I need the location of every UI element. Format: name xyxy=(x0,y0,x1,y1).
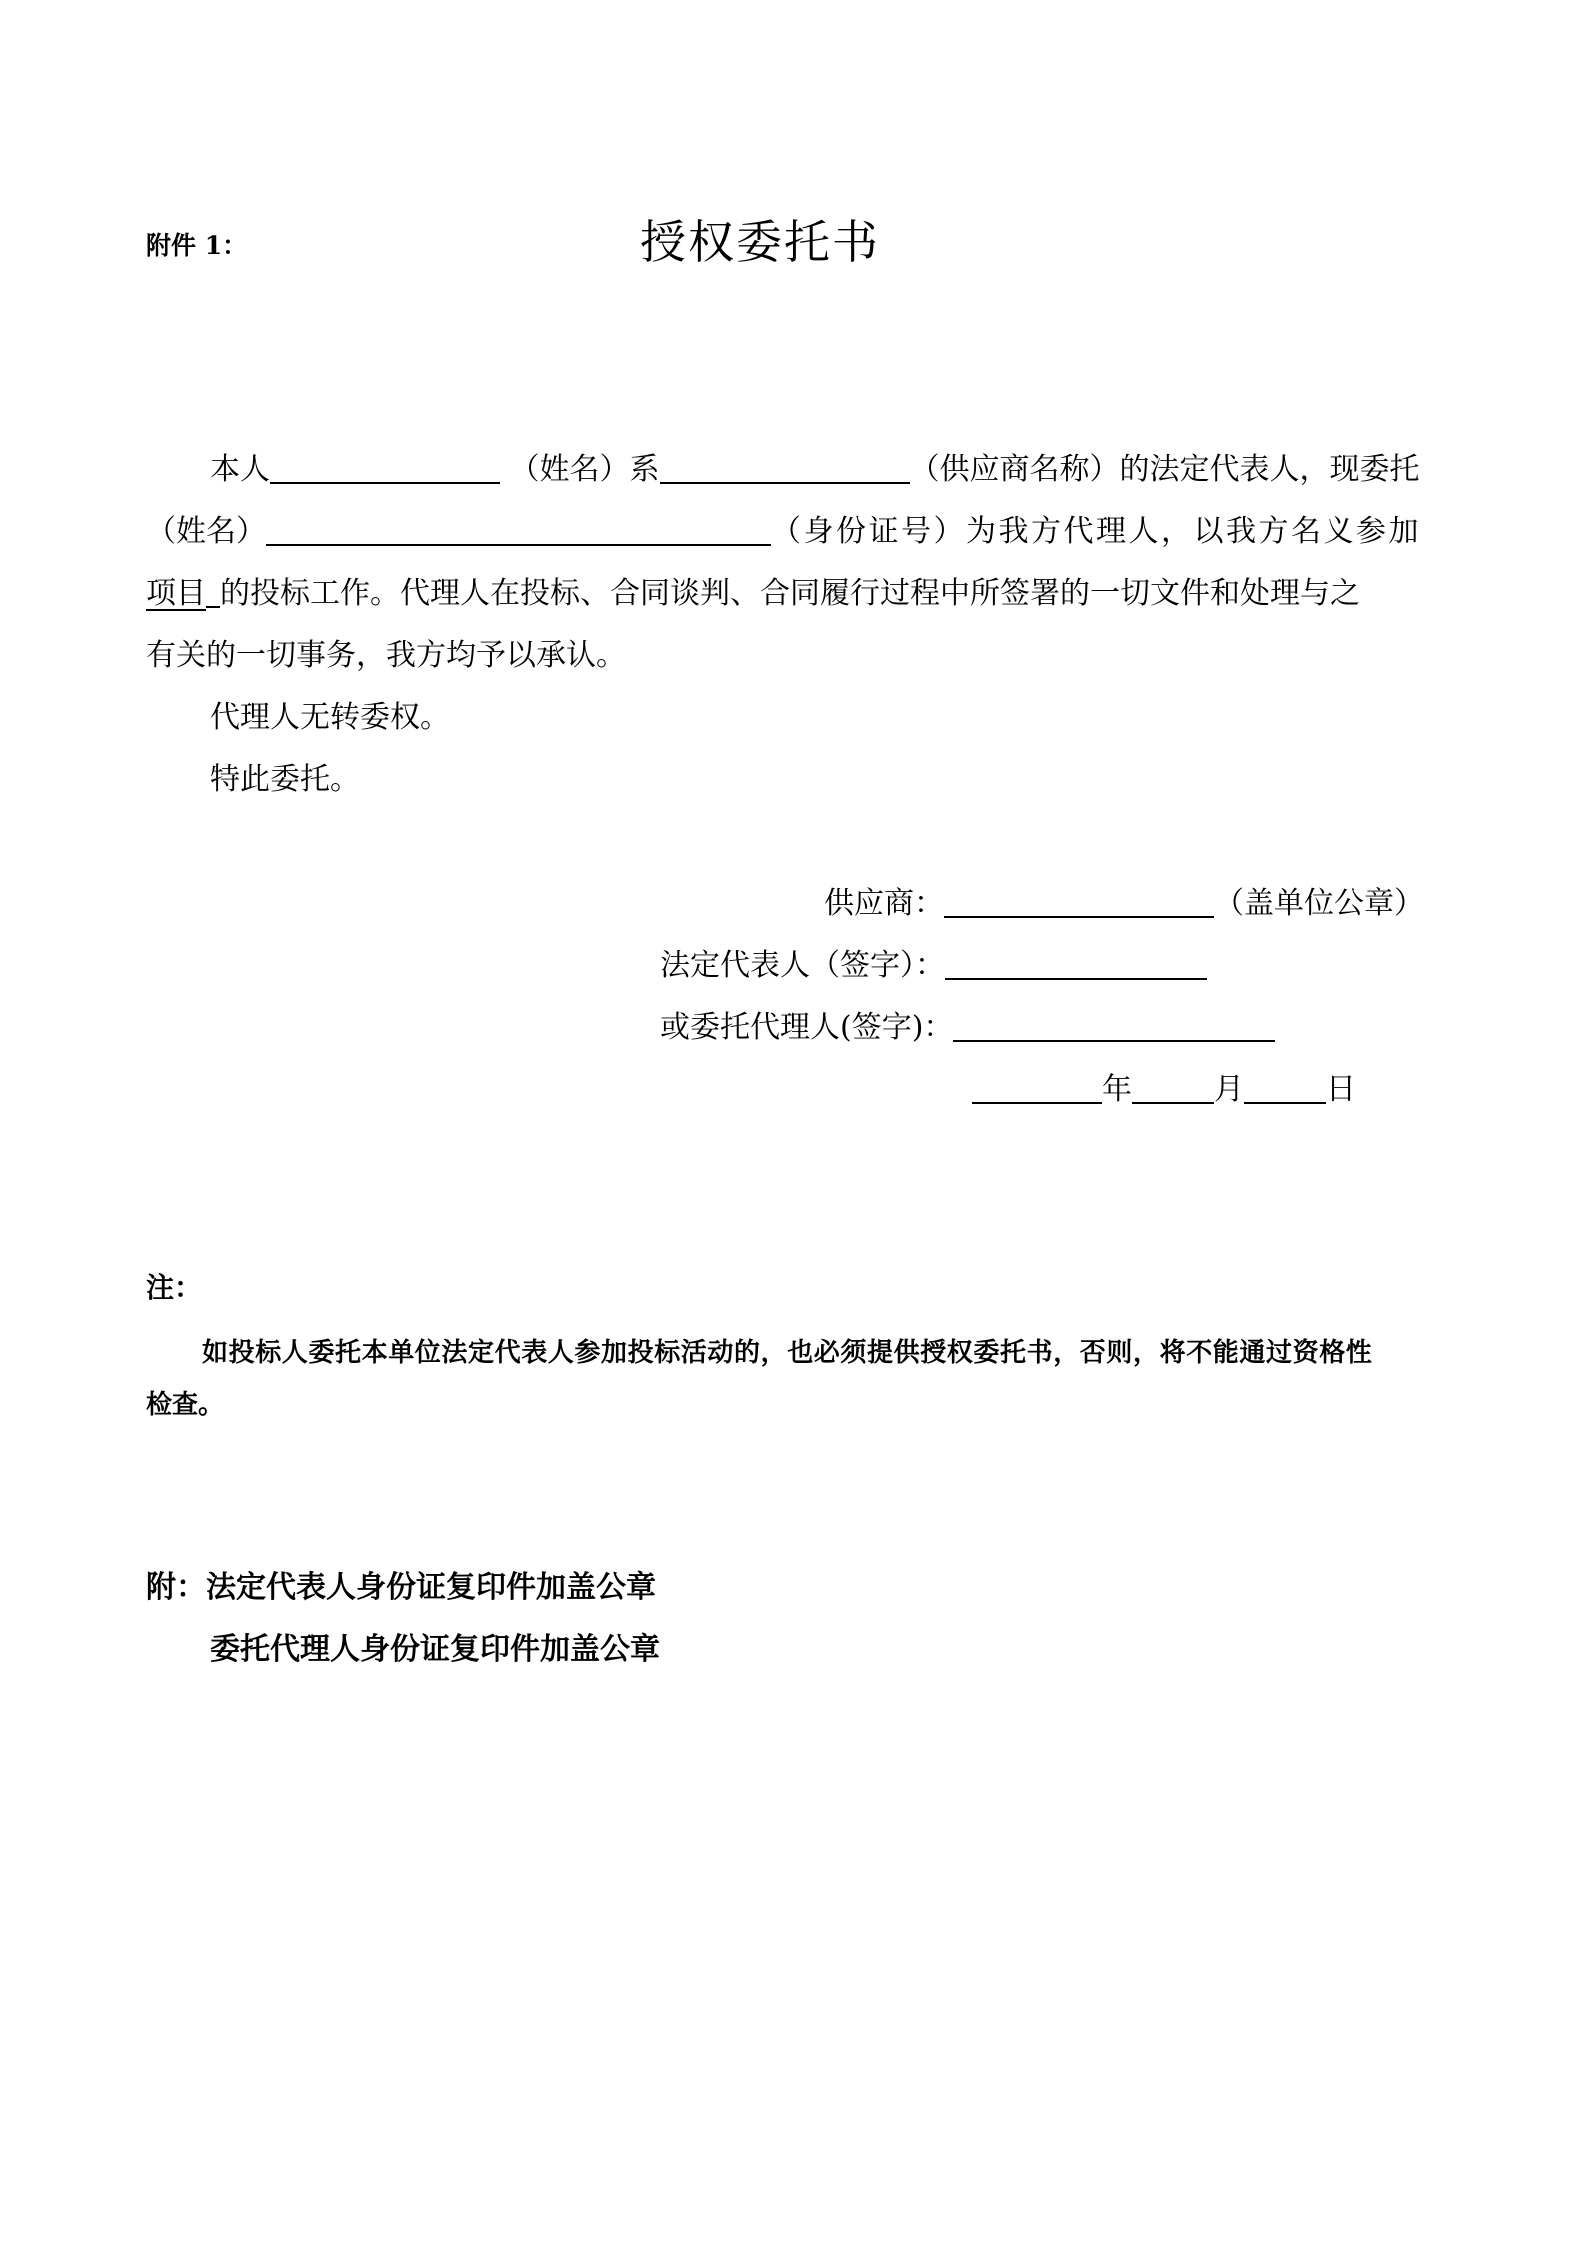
month-label: 月 xyxy=(1214,1072,1244,1107)
project-blank-tail xyxy=(206,576,220,608)
paragraph-line-3 xyxy=(146,568,1360,612)
month-blank[interactable] xyxy=(1132,1072,1214,1104)
agent-name-id-blank[interactable] xyxy=(266,514,771,546)
year-label: 年 xyxy=(1102,1072,1132,1107)
paragraph-line-4: 有关的一切事务，我方均予以承认。 xyxy=(146,638,626,673)
agent-label: 或委托代理人(签字)： xyxy=(660,1010,954,1045)
supplier-name-blank[interactable] xyxy=(660,452,910,484)
year-blank[interactable] xyxy=(972,1072,1102,1104)
appendix-line-2: 委托代理人身份证复印件加盖公章 xyxy=(210,1632,660,1667)
supplier-signature-row xyxy=(824,878,1424,922)
legal-rep-signature-row xyxy=(660,940,1207,984)
day-blank[interactable] xyxy=(1244,1072,1326,1104)
supplier-signature-blank[interactable] xyxy=(944,886,1214,918)
agent-signature-row xyxy=(660,1002,1275,1046)
legal-rep-label: 法定代表人（签字）： xyxy=(660,948,945,983)
day-label: 日 xyxy=(1326,1072,1356,1107)
page-title: 授权委托书 xyxy=(640,215,880,269)
date-row xyxy=(972,1064,1356,1108)
text-segment: （身份证号）为我方代理人，以我方名义参加 xyxy=(771,514,1421,549)
paragraph-no-subdelegation: 代理人无转委权。 xyxy=(210,700,450,735)
supplier-label: 供应商： xyxy=(824,886,944,921)
paragraph-line-2 xyxy=(146,506,1421,550)
paragraph-line-1 xyxy=(210,444,1420,488)
name-blank[interactable] xyxy=(270,452,500,484)
text-segment: 本人 xyxy=(210,452,270,487)
note-heading: 注： xyxy=(146,1271,203,1304)
attachment-label: 附件 1： xyxy=(146,231,248,260)
note-line-1: 如投标人委托本单位法定代表人参加投标活动的，也必须提供授权委托书，否则，将不能通过资格性 xyxy=(202,1338,1373,1368)
note-line-2: 检查。 xyxy=(146,1390,225,1420)
appendix-line-1: 附：法定代表人身份证复印件加盖公章 xyxy=(146,1570,656,1605)
text-segment: 的投标工作。代理人在投标、合同谈判、合同履行过程中所签署的一切文件和处理与之 xyxy=(220,576,1360,611)
text-segment: （供应商名称）的法定代表人，现委托 xyxy=(909,452,1420,487)
project-name-field[interactable]: 项目 xyxy=(146,576,206,611)
legal-rep-signature-blank[interactable] xyxy=(945,948,1207,980)
agent-signature-blank[interactable] xyxy=(953,1010,1275,1042)
seal-note: （盖单位公章） xyxy=(1214,886,1424,921)
text-segment: （姓名）系 xyxy=(509,452,660,487)
paragraph-hereby-authorize: 特此委托。 xyxy=(210,762,360,797)
text-segment: （姓名） xyxy=(146,514,266,549)
